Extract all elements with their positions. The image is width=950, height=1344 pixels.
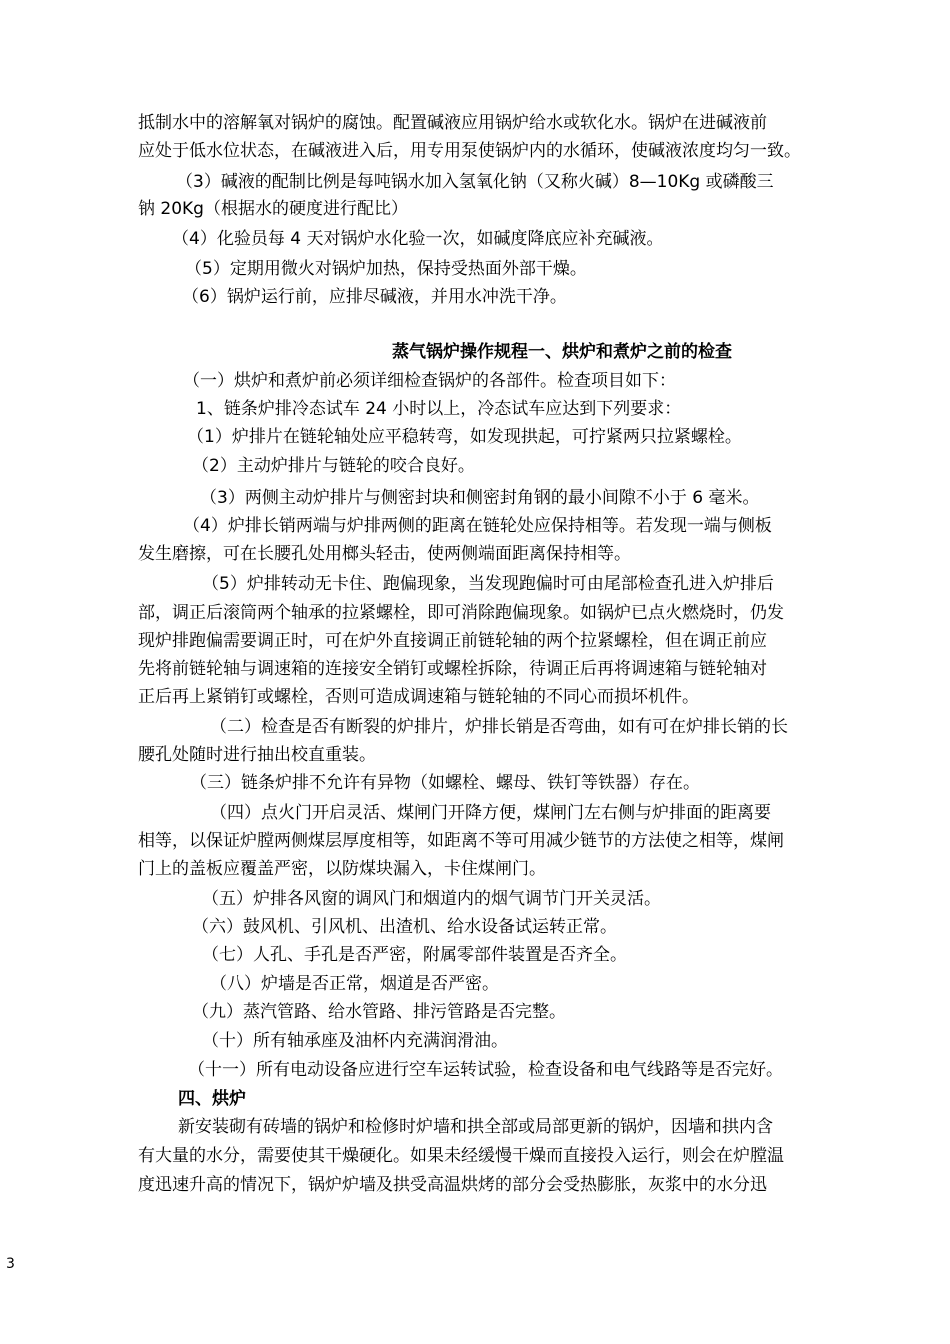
section-heading: 四、烘炉 bbox=[178, 1089, 246, 1109]
text-line: 先将前链轮轴与调速箱的连接安全销钉或螺栓拆除，待调正后再将调速箱与链轮轴对 bbox=[138, 659, 767, 679]
text-line: （2）主动炉排片与链轮的咬合良好。 bbox=[192, 456, 475, 476]
text-line: 部，调正后滚筒两个轴承的拉紧螺栓，即可消除跑偏现象。如锅炉已点火燃烧时，仍发 bbox=[138, 603, 784, 623]
text-line: 相等，以保证炉膛两侧煤层厚度相等，如距离不等可用减少链节的方法使之相等，煤闸 bbox=[138, 831, 784, 851]
text-line: （三）链条炉排不允许有异物（如螺栓、螺母、铁钉等铁器）存在。 bbox=[190, 773, 700, 793]
text-line: 腰孔处随时进行抽出校直重装。 bbox=[138, 745, 376, 765]
page-number: 3 bbox=[6, 1256, 15, 1272]
text-line: （五）炉排各风窗的调风门和烟道内的烟气调节门开关灵活。 bbox=[202, 889, 661, 909]
text-line: 正后再上紧销钉或螺栓，否则可造成调速箱与链轮轴的不同心而损坏机件。 bbox=[138, 687, 699, 707]
text-line: （一）烘炉和煮炉前必须详细检查锅炉的各部件。检查项目如下： bbox=[183, 371, 676, 391]
text-line: （七）人孔、手孔是否严密，附属零部件装置是否齐全。 bbox=[202, 945, 627, 965]
text-line: （5）炉排转动无卡住、跑偏现象，当发现跑偏时可由尾部检查孔进入炉排后 bbox=[202, 574, 774, 594]
text-line: （6）锅炉运行前，应排尽碱液，并用水冲洗干净。 bbox=[182, 287, 567, 307]
text-line: （3）碱液的配制比例是每吨锅水加入氢氧化钠（又称火碱）8—10Kg 或磷酸三 bbox=[176, 172, 774, 192]
text-line: （4）炉排长销两端与炉排两侧的距离在链轮处应保持相等。若发现一端与侧板 bbox=[183, 516, 772, 536]
text-line: 发生磨擦，可在长腰孔处用榔头轻击，使两侧端面距离保持相等。 bbox=[138, 544, 631, 564]
text-line: （六）鼓风机、引风机、出渣机、给水设备试运转正常。 bbox=[192, 917, 617, 937]
text-line: 现炉排跑偏需要调正时，可在炉外直接调正前链轮轴的两个拉紧螺栓，但在调正前应 bbox=[138, 631, 767, 651]
text-line: （5）定期用微火对锅炉加热，保持受热面外部干燥。 bbox=[185, 259, 587, 279]
text-line: 有大量的水分，需要使其干燥硬化。如果未经缓慢干燥而直接投入运行，则会在炉膛温 bbox=[138, 1146, 784, 1166]
text-line: 应处于低水位状态，在碱液进入后，用专用泵使锅炉内的水循环，使碱液浓度均匀一致。 bbox=[138, 141, 801, 161]
section-heading: 蒸气锅炉操作规程一、烘炉和煮炉之前的检查 bbox=[392, 342, 732, 362]
text-line: （4）化验员每 4 天对锅炉水化验一次，如碱度降底应补充碱液。 bbox=[172, 229, 664, 249]
text-line: （八）炉墙是否正常，烟道是否严密。 bbox=[210, 974, 499, 994]
text-line: （1）炉排片在链轮轴处应平稳转弯，如发现拱起，可拧紧两只拉紧螺栓。 bbox=[187, 427, 742, 447]
text-line: 新安装砌有砖墙的锅炉和检修时炉墙和拱全部或局部更新的锅炉，因墙和拱内含 bbox=[178, 1117, 773, 1137]
text-line: （二）检查是否有断裂的炉排片，炉排长销是否弯曲，如有可在炉排长销的长 bbox=[210, 717, 788, 737]
text-line: 门上的盖板应覆盖严密，以防煤块漏入，卡住煤闸门。 bbox=[138, 859, 546, 879]
text-line: 度迅速升高的情况下，锅炉炉墙及拱受高温烘烤的部分会受热膨胀，灰浆中的水分迅 bbox=[138, 1175, 767, 1195]
text-line: （十）所有轴承座及油杯内充满润滑油。 bbox=[202, 1031, 508, 1051]
text-line: 1、链条炉排冷态试车 24 小时以上，冷态试车应达到下列要求： bbox=[196, 399, 682, 419]
text-line: （十一）所有电动设备应进行空车运转试验，检查设备和电气线路等是否完好。 bbox=[188, 1060, 783, 1080]
text-line: 抵制水中的溶解氧对锅炉的腐蚀。配置碱液应用锅炉给水或软化水。锅炉在进碱液前 bbox=[138, 113, 767, 133]
text-line: （3）两侧主动炉排片与侧密封块和侧密封角钢的最小间隙不小于 6 毫米。 bbox=[200, 488, 760, 508]
text-line: （九）蒸汽管路、给水管路、排污管路是否完整。 bbox=[192, 1002, 566, 1022]
text-line: 钠 20Kg（根据水的硬度进行配比） bbox=[138, 199, 408, 219]
text-line: （四）点火门开启灵活、煤闸门开降方便，煤闸门左右侧与炉排面的距离要 bbox=[210, 803, 771, 823]
